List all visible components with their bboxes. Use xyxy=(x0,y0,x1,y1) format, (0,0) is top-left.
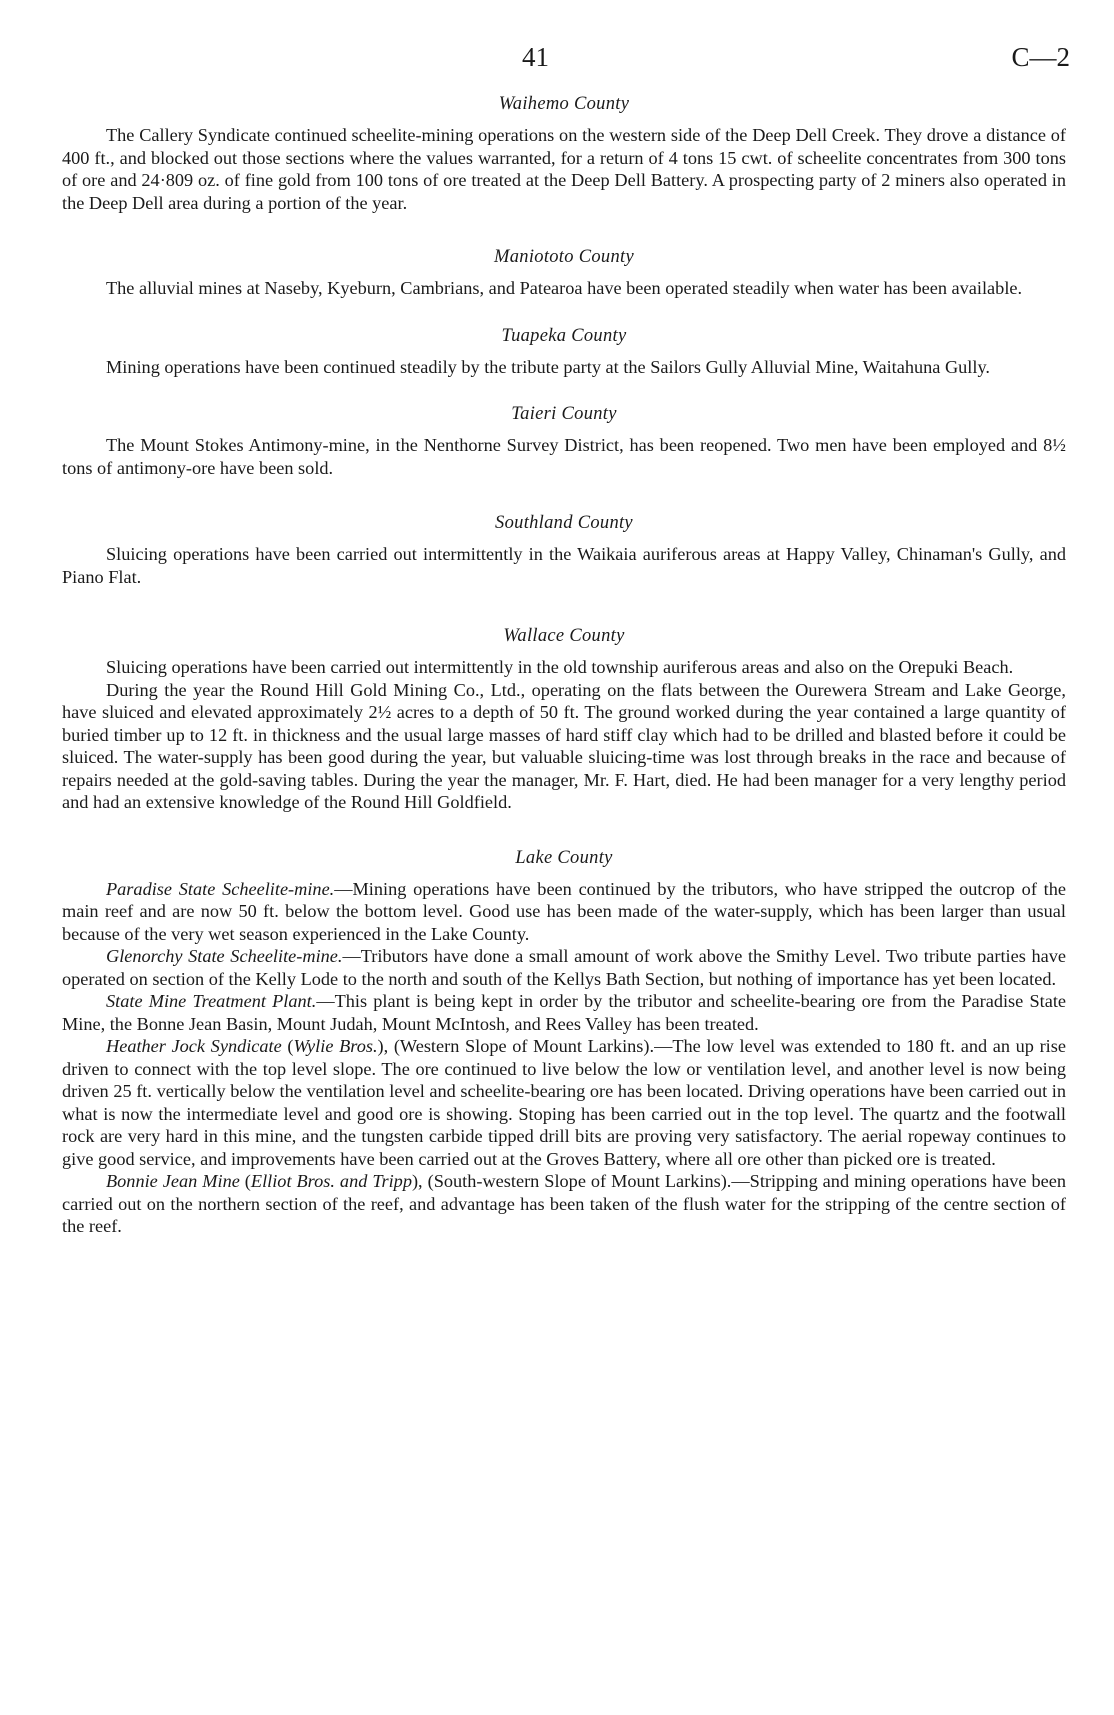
paragraph: The Callery Syndicate continued scheelite-mining operations on the western side of the Deep Dell Creek. They drove a distance of 400 ft., and blocked out those sections where the values warranted, for a return of 4 tons 15 cwt. of scheelite concentrates from 300 tons of ore and 24·809 oz. of fine gold from 100 tons of ore treated at the Deep Dell Battery. A prospecting party of 2 miners also operated in the Deep Dell area during a portion of the year. xyxy=(62,125,1066,213)
document-page xyxy=(62,40,1070,1238)
entry-text: —Mining operations have been continued by the tributors, who have stripped the outcrop of the main reef and are now 50 ft. below the bottom level. Good use has been made of the water-supply, which has been larger than usual because of the very wet season experienced in the Lake County. xyxy=(62,878,1066,944)
section-maniototo-county xyxy=(62,245,1066,300)
entry-owners: Wylie Bros. xyxy=(293,1036,378,1056)
entry-heading: Bonnie Jean Mine xyxy=(106,1171,240,1191)
paragraph xyxy=(62,1035,1066,1170)
paragraph: The alluvial mines at Naseby, Kyeburn, Cambrians, and Patearoa have been operated steadily when water has been available. xyxy=(106,278,1023,298)
document-code: C—2 xyxy=(1011,42,1070,72)
section-southland-county xyxy=(62,511,1066,588)
paragraph: The Mount Stokes Antimony-mine, in the Nenthorne Survey District, has been reopened. Two men have been employed and 8½ tons of antimony-ore have been sold. xyxy=(62,435,1066,478)
entry-heading: Heather Jock Syndicate xyxy=(106,1036,282,1056)
entry-text: —Tributors have done a small amount of work above the Smithy Level. Two tribute parties have operated on section of the Kelly Lode to the north and south of the Kellys Bath Section, but nothing of importance has yet been located. xyxy=(62,946,1066,989)
paragraph: Sluicing operations have been carried out intermittently in the Waikaia auriferous areas at Happy Valley, Chinaman's Gully, and Piano Flat. xyxy=(62,544,1066,587)
section-waihemo-county xyxy=(62,92,1066,214)
section-title: Tuapeka County xyxy=(501,325,627,346)
section-wallace-county xyxy=(62,624,1066,814)
paragraph xyxy=(62,878,1066,946)
section-title: Wallace County xyxy=(503,626,625,646)
section-lake-county xyxy=(62,846,1066,1238)
entry-heading: Paradise State Scheelite-mine. xyxy=(106,878,335,899)
paragraph: During the year the Round Hill Gold Mining Co., Ltd., operating on the flats between the Ourewera Stream and Lake George, have sluiced and elevated approximately 2½ acres to a depth of 50 ft. The ground worked during the year contained a large quantity of buried timber up to 12 ft. in thickness and the usual large masses of hard stiff clay which had to be drilled and blasted before it could be sluiced. The water-supply has been good during the year, but valuable sluicing-time was lost through breaks in the race and because of repairs needed at the gold-saving tables. During the year the manager, Mr. F. Hart, died. He had been manager for a very lengthy period and had an extensive knowledge of the Round Hill Goldfield. xyxy=(62,679,1066,812)
page-header xyxy=(62,40,1070,84)
section-taieri-county xyxy=(62,402,1066,479)
paragraph: Sluicing operations have been carried out intermittently in the old township auriferous areas and also on the Orepuki Beach. xyxy=(106,657,1014,677)
section-title: Waihemo County xyxy=(498,94,630,114)
section-title: Maniototo County xyxy=(494,247,634,267)
entry-heading: State Mine Treatment Plant. xyxy=(106,991,317,1011)
section-title: Southland County xyxy=(495,513,633,533)
paragraph: Mining operations have been continued steadily by the tribute party at the Sailors Gully Alluvial Mine, Waitahuna Gully. xyxy=(106,356,990,377)
paragraph xyxy=(62,945,1066,990)
section-title: Lake County xyxy=(515,847,613,868)
page-number: 41 xyxy=(522,42,549,72)
entry-text: ), (Western Slope of Mount Larkins).—The low level was extended to 180 ft. and an up rise driven to connect with the top level slope. The ore continued to live below the low or ventilation level, and another level is now being driven 25 ft. vertically below the ventilation level and scheelite-bearing ore has been located. Driving operations have been carried out in what is now the intermediate level and good ore is showing. Stoping has been carried out in the top level. The quartz and the footwall rock are very hard in this mine, and the tungsten carbide tipped drill bits are proving very satisfactory. The aerial ropeway continues to give good service, and improvements have been carried out at the Groves Battery, where all ore other than picked ore is treated. xyxy=(62,1036,1066,1169)
entry-text: —This plant is being kept in order by the tributor and scheelite-bearing ore from the Paradise State Mine, the Bonne Jean Basin, Mount Judah, Mount McIntosh, and Rees Valley has been treated. xyxy=(62,991,1067,1034)
section-title: Taieri County xyxy=(511,404,617,424)
entry-heading: Glenorchy State Scheelite-mine. xyxy=(106,946,343,966)
section-tuapeka-county xyxy=(62,324,1066,379)
paragraph xyxy=(62,990,1066,1035)
entry-owners: Elliot Bros. and Tripp xyxy=(250,1171,412,1191)
entry-heading-paren: ( xyxy=(281,1036,294,1056)
paragraph xyxy=(62,1170,1066,1238)
entry-heading-paren: ( xyxy=(239,1171,251,1191)
entry-text: ), (South-western Slope of Mount Larkins).—Stripping and mining operations have been carried out on the northern section of the reef, and advantage has been taken of the flush water for the stripping of the centre section of the reef. xyxy=(62,1171,1066,1236)
